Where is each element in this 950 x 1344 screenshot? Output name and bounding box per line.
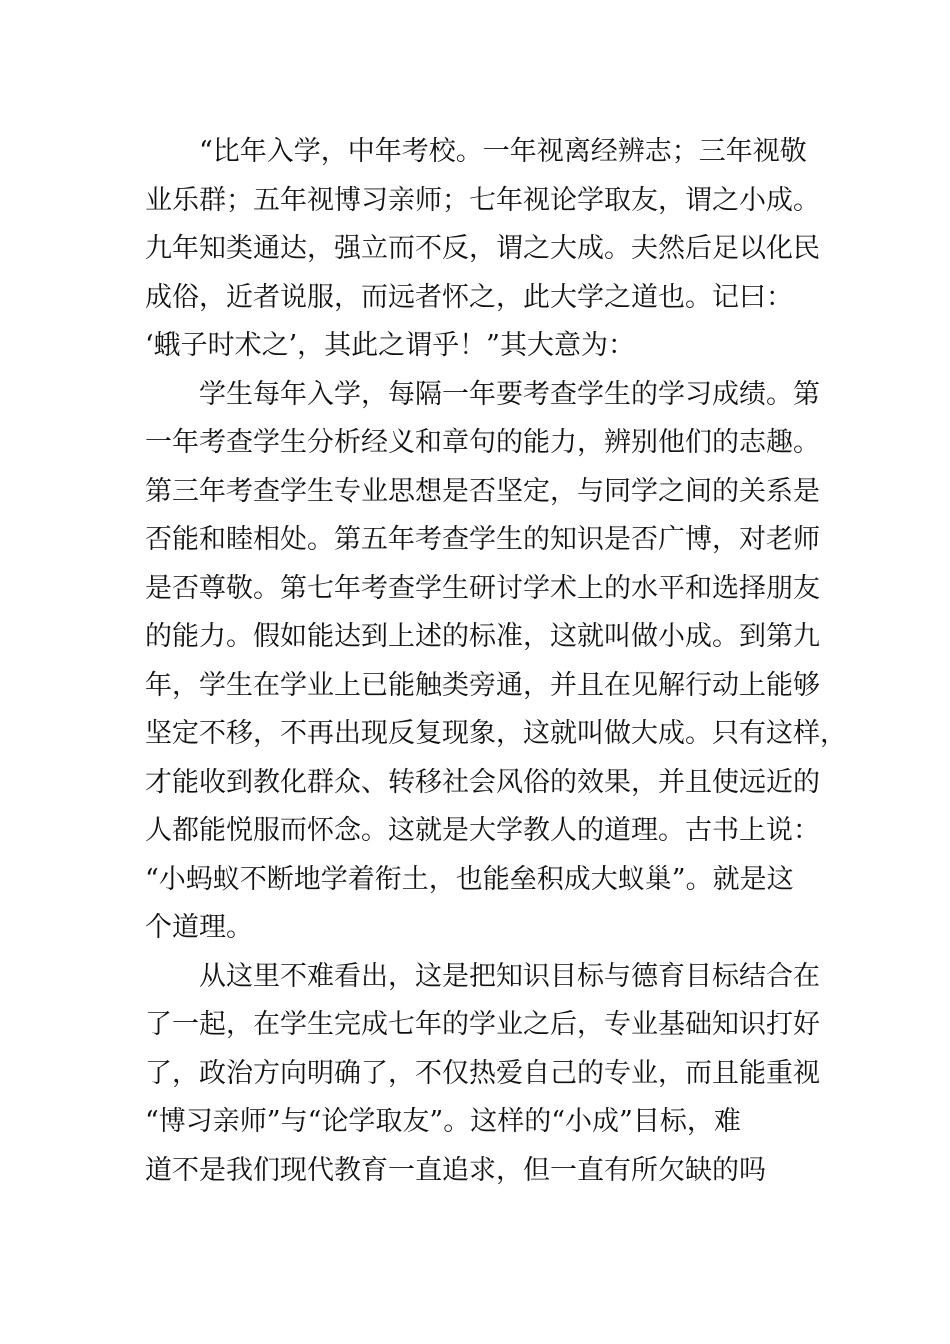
- text-line: 了一起，在学生完成七年的学业之后，专业基础知识打好: [145, 1009, 820, 1040]
- text-line: 才能收到教化群众、转移社会风俗的效果，并且使远近的: [145, 766, 820, 798]
- text-line: 第三年考查学生专业思想是否坚定，与同学之间的关系是: [145, 475, 820, 507]
- text-line: 从这里不难看出，这是把知识目标与德育目标结合在: [199, 960, 820, 992]
- text-line: 的能力。假如能达到上述的标准，这就叫做小成。到第九: [145, 621, 820, 652]
- text-line: 道不是我们现代教育一直追求，但一直有所欠缺的吗: [145, 1154, 766, 1186]
- text-line: ‘蛾子时术之’，其此之谓乎！”其大意为：: [145, 330, 635, 361]
- text-line: 成俗，近者说服，而远者怀之，此大学之道也。记曰：: [145, 281, 793, 313]
- text-line: 坚定不移，不再出现反复现象，这就叫做大成。只有这样，: [145, 718, 847, 749]
- text-line: 了，政治方向明确了，不仅热爱自己的专业，而且能重视: [145, 1057, 820, 1089]
- text-line: 一年考查学生分析经义和章句的能力，辨别他们的志趣。: [145, 427, 820, 458]
- body-text: [145, 128, 847, 1195]
- text-line: 九年知类通达，强立而不反，谓之大成。夫然后足以化民: [145, 233, 820, 264]
- text-line: 业乐群；五年视博习亲师；七年视论学取友，谓之小成。: [145, 184, 820, 216]
- text-line: “博习亲师”与“论学取友”。这样的“小成”目标，难: [145, 1106, 741, 1137]
- paragraph-2: [145, 371, 847, 953]
- paragraph-3: [145, 953, 820, 1196]
- text-line: 是否尊敬。第七年考查学生研讨学术上的水平和选择朋友: [145, 572, 820, 604]
- text-line: 否能和睦相处。第五年考查学生的知识是否广博，对老师: [145, 524, 820, 555]
- text-line: “小蚂蚁不断地学着衔土，也能垒积成大蚁巢”。就是这: [145, 863, 794, 895]
- text-line: 个道理。: [145, 912, 253, 943]
- text-line: 人都能悦服而怀念。这就是大学教人的道理。古书上说：: [145, 815, 820, 846]
- text-line: “比年入学，中年考校。一年视离经辨志；三年视敬: [199, 136, 807, 167]
- text-line: 年，学生在学业上已能触类旁通，并且在见解行动上能够: [145, 669, 820, 701]
- text-line: 学生每年入学，每隔一年要考查学生的学习成绩。第: [199, 378, 820, 410]
- paragraph-1: [145, 128, 820, 371]
